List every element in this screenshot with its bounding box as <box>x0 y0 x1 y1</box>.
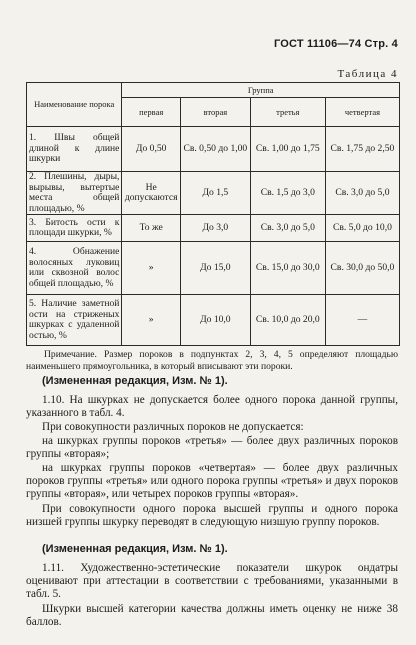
table-cell: До 1,5 <box>180 172 250 215</box>
edition-note: (Измененная редакция, Изм. № 1). <box>42 375 228 387</box>
page-header: ГОСТ 11106—74 Стр. 4 <box>273 38 398 50</box>
paragraph-group-third: на шкурках группы пороков «третья» — более двух различных пороков группы «вторая»; <box>26 435 398 460</box>
table-cell: Св. 30,0 до 50,0 <box>325 242 399 295</box>
column-header-first: первая <box>122 98 181 127</box>
paragraph-highest-category: Шкурки высшей категории качества должны иметь оценку не ниже 38 баллов. <box>26 603 398 628</box>
paragraph-combination: При совокупности различных пороков не допускается: <box>42 421 304 433</box>
table-cell: Св. 3,0 до 5,0 <box>250 215 325 242</box>
paragraph-1-11: 1.11. Художественно-эстетические показатели шкурок ондатры оценивают при аттестации в соответствии с требованиями, указанными в табл. 5. <box>26 562 398 600</box>
column-header-second: вторая <box>180 98 250 127</box>
table-row <box>27 242 400 295</box>
table-note: Примечание. Размер пороков в подпунктах 2, 3, 4, 5 определяют площадью наименьшего прямоугольника, в который вписывают эти пороки. <box>26 349 398 372</box>
table-row <box>27 172 400 215</box>
paragraph-higher-group: При совокупности одного порока высшей группы и одного порока низшей группы шкурку переводят в следующую низшую группу пороков. <box>26 503 398 528</box>
defect-name: 4. Обнажение волосяных луковиц или сквозной волос общей площадью, % <box>27 242 122 295</box>
table-cell: До 0,50 <box>122 127 181 172</box>
defect-name: 5. Наличие заметной ости на стриженых шкурках с удаленной остью, % <box>27 295 122 346</box>
table-cell: Св. 1,00 до 1,75 <box>250 127 325 172</box>
table-cell: Св. 5,0 до 10,0 <box>325 215 399 242</box>
column-header-name: Наименование порока <box>27 83 122 127</box>
table-cell: Св. 3,0 до 5,0 <box>325 172 399 215</box>
table-cell: — <box>325 295 399 346</box>
defect-name: 1. Швы общей длиной к длине шкурки <box>27 127 122 172</box>
table-cell: То же <box>122 215 181 242</box>
edition-note: (Измененная редакция, Изм. № 1). <box>42 543 228 555</box>
paragraph-group-fourth: на шкурках группы пороков «четвертая» — более двух различных пороков группы «третья» или одного порока группы «третья» и двух пороков группы «вторая», или четырех пороков группы «вторая». <box>26 462 398 500</box>
table-cell: До 3,0 <box>180 215 250 242</box>
table-cell: Св. 15,0 до 30,0 <box>250 242 325 295</box>
table-cell: Св. 1,5 до 3,0 <box>250 172 325 215</box>
table-cell: Св. 0,50 до 1,00 <box>180 127 250 172</box>
table-cell: До 15,0 <box>180 242 250 295</box>
defect-name: 3. Битость ости к площади шкурки, % <box>27 215 122 242</box>
table-cell: » <box>122 242 181 295</box>
table-cell: До 10,0 <box>180 295 250 346</box>
table-title: Таблица 4 <box>337 68 398 80</box>
paragraph-1-10: 1.10. На шкурках не допускается более одного порока данной группы, указанного в табл. 4. <box>26 394 398 419</box>
table-row <box>27 127 400 172</box>
defects-table <box>26 82 400 346</box>
defect-name: 2. Плешины, дыры, вырывы, вытертые места общей площадью, % <box>27 172 122 215</box>
table-cell: Св. 10,0 до 20,0 <box>250 295 325 346</box>
column-header-fourth: четвертая <box>325 98 399 127</box>
table-row <box>27 295 400 346</box>
column-header-group: Группа <box>122 83 400 98</box>
table-row <box>27 215 400 242</box>
table-cell: Св. 1,75 до 2,50 <box>325 127 399 172</box>
column-header-third: третья <box>250 98 325 127</box>
table-cell: » <box>122 295 181 346</box>
table-header-row <box>27 83 400 98</box>
table-cell: Не допускаются <box>122 172 181 215</box>
